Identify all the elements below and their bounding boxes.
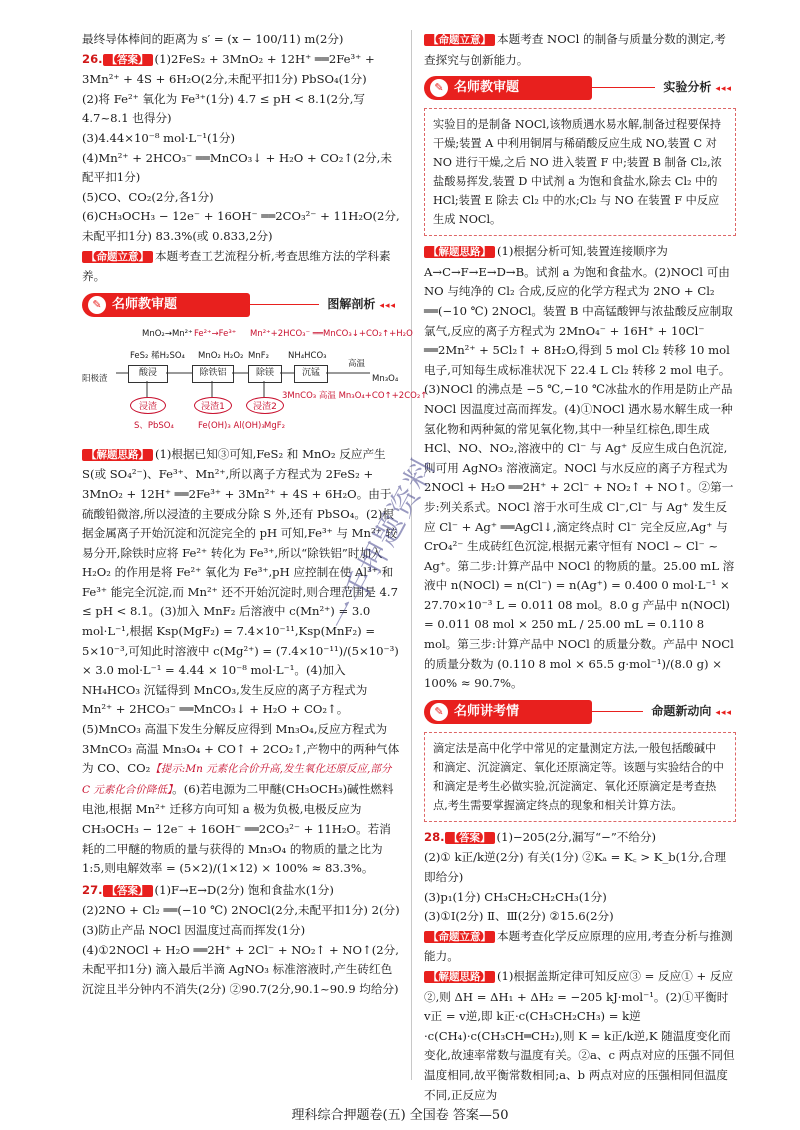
q28-answer-2: (2)① k正/k逆(2分) 有关(1分) ②Kₐ = K꜀ > K_b(1分,合理即给分) xyxy=(424,850,727,885)
q26-answer-2: (2)将 Fe²⁺ 氧化为 Fe³⁺(1分) 4.7 ≤ pH < 8.1(2分,写 4.7~8.1 也得分) xyxy=(82,91,365,126)
watermark: 一手押题资料 xyxy=(322,450,444,637)
teacher-icon: ✎ xyxy=(430,703,448,721)
banner-title: ✎ 名师讲考情 xyxy=(424,700,592,724)
diagram-residue: 浸渣1 xyxy=(194,397,232,414)
diagram-reagent: MnO₂ H₂O₂ xyxy=(198,350,244,361)
diagram-residue-content: Fe(OH)₃ Al(OH)₃ xyxy=(198,420,265,431)
q27-number: 27. xyxy=(82,882,103,897)
diagram-note: MnO₂→Mn²⁺ xyxy=(142,328,193,339)
arrows-icon: ◂◂◂ xyxy=(715,707,732,718)
q28-answer-3: (3)p₁(1分) CH₃CH₂CH₂CH₃(1分) xyxy=(424,889,607,904)
diagram-reagent: FeS₂ 稀H₂SO₄ xyxy=(130,350,185,361)
diagram-step: 沉锰 xyxy=(294,365,328,383)
diagram-step: 酸浸 xyxy=(128,365,168,383)
page-footer: 理科综合押题卷(五) 全国卷 答案—50 xyxy=(291,1108,509,1123)
thinking-tag: 【解题思路】 xyxy=(82,449,153,461)
hint-note: 【提示:Mn 元素化合价升高,发生氧化还原反应,部分 C 元素化合价降低】 xyxy=(82,763,392,796)
q26-answer-4: (4)Mn²⁺ + 2HCO₃⁻ ══MnCO₃↓ + H₂O + CO₂↑(2分,未配平扣1分) xyxy=(82,150,392,185)
column-divider xyxy=(411,30,412,1080)
diagram-step: 除铁铝 xyxy=(192,365,234,383)
diagram-reagent: MnF₂ xyxy=(248,350,270,361)
answer-tag: 【答案】 xyxy=(445,832,495,844)
diagram-reagent: 高温 xyxy=(348,358,366,369)
diagram-note: Mn²⁺+2HCO₃⁻ ══MnCO₃↓+CO₂↑+H₂O xyxy=(250,328,413,339)
q26-number: 26. xyxy=(82,51,103,66)
diagram-product: Mn₃O₄ xyxy=(372,373,399,384)
diagram-residue: 浸渣 xyxy=(130,397,166,414)
diagram-note: Fe²⁺→Fe³⁺ xyxy=(194,328,237,339)
teacher-icon: ✎ xyxy=(88,296,106,314)
diagram-input: 阳极渣 xyxy=(82,373,108,384)
banner-subtitle: 实验分析 ◂◂◂ xyxy=(655,78,736,100)
q28-thinking: 【解题思路】 (1)根据盖斯定律可知反应③ = 反应① + 反应②,则 ΔH = ΔH₁ + ΔH₂ = −205 kJ·mol⁻¹。(2)①平衡时 v正 = v逆,即 k正·c(CH₃CH₂CH₃) = k逆·c(CH₄)·c(CH₃CH═CH₂),则 K = k正/k逆,K 随温度变化而变化,故速率常数与温度有关。②a、c 两点对应的压强不同但温度相同,故平衡常数相同;a、b 两点对应的压强相同但温度不同,正反应为 xyxy=(424,969,735,1102)
q26-answer-6: (6)CH₃OCH₃ − 12e⁻ + 16OH⁻ ══2CO₃²⁻ + 11H₂O(2分,未配平扣1分) 83.3%(或 0.833,2分) xyxy=(82,209,400,243)
experiment-analysis-box: 实验目的是制备 NOCl,该物质遇水易水解,制备过程要保持干燥;装置 A 中利用铜屑与稀硝酸反应生成 NO,装置 C 对 NO 进行干燥,之后 NO 进入装置 F 中;装置 B 制备 Cl₂,浓盐酸易挥发,装置 D 中试剂 a 为饱和食盐水,除去 Cl₂ 中的 HCl;装置 E 除去 Cl₂ 中的水;Cl₂ 与 NO 在装置 F 中反应生成 NOCl。 xyxy=(424,108,736,236)
intent-tag: 【命题立意】 xyxy=(82,251,153,263)
thinking-tag: 【解题思路】 xyxy=(424,246,495,258)
banner-exam-trends xyxy=(424,700,736,726)
q27-answer-3: (3)防止产品 NOCl 因温度过高而挥发(1分) xyxy=(82,922,306,937)
q26-answer-1: 26. 【答案】 (1)2FeS₂ + 3MnO₂ + 12H⁺ ══2Fe³⁺ + 3Mn²⁺ + 4S + 6H₂O(2分,未配平扣1分) PbSO₄(1分) xyxy=(82,51,375,87)
q28-answer-4: (3)①Ⅰ(2分) Ⅱ、Ⅲ(2分) ②15.6(2分) xyxy=(424,909,614,924)
q27-answer-4: (4)①2NOCl + H₂O ══2H⁺ + 2Cl⁻ + NO₂↑ + NO↑(2分,未配平扣1分) 滴入最后半滴 AgNO₃ 标准溶液时,产生砖红色沉淀且半分钟内不消失(2分) ②90.7(2分,90.1~90.9 均给分) xyxy=(82,942,399,996)
exam-trends-box: 滴定法是高中化学中常见的定量测定方法,一般包括酸碱中和滴定、沉淀滴定、氧化还原滴定等。该题与实验结合的中和滴定是考生必做实验,沉淀滴定、氧化还原滴定是考查热点,考生需要掌握滴定终点的现象和相关计算方法。 xyxy=(424,732,736,822)
banner-title: ✎ 名师教审题 xyxy=(82,293,250,317)
intent-tag: 【命题立意】 xyxy=(424,34,495,46)
diagram-residue-content: MgF₂ xyxy=(264,420,286,431)
q26-thinking: 【解题思路】 (1)根据已知③可知,FeS₂ 和 MnO₂ 反应产生 S(或 SO₄²⁻)、Fe³⁺、Mn²⁺,所以离子方程式为 2FeS₂ + 3MnO₂ + 12H⁺ ══2Fe³⁺ + 3Mn²⁺ + 4S + 6H₂O。由于硫酸铅微溶,所以浸渣的主要成分除 S 外,还有 PbSO₄。(2)根据金属离子开始沉淀和沉淀完全的 pH 可知,Fe³⁺ 与 Mn²⁺ 较易分开,除铁时应将 Fe²⁺ 转化为 Fe³⁺,所以“除铁铝”时加入 H₂O₂ 的作用是将 Fe²⁺ 氧化为 Fe³⁺,pH 应控制在使 Al³⁺ 和 Fe³⁺ 能完全沉淀,而 Mn²⁺ 还不开始沉淀时,则合理范围是 4.7 ≤ pH < 8.1。(3)加入 MnF₂ 后溶液中 c(Mn²⁺) = 3.0 mol·L⁻¹,根据 Ksp(MgF₂) = 7.4×10⁻¹¹,Ksp(MnF₂) = 5×10⁻³,可知此时溶液中 c(Mg²⁺) = (7.4×10⁻¹¹)/(5×10⁻³) × 3.0 mol·L⁻¹ = 4.44 × 10⁻⁸ mol·L⁻¹。(4)加入 NH₄HCO₃ 沉锰得到 MnCO₃,发生反应的离子方程式为 Mn²⁺ + 2HCO₃⁻ ══MnCO₃↓ + H₂O + CO₂↑。(5)MnCO₃ 高温下发生分解反应得到 Mn₃O₄,反应方程式为 3MnCO₃ 高温 Mn₃O₄ + CO↑ + 2CO₂↑,产物中的两种气体为 CO、CO₂【提示:Mn 元素化合价升高,发生氧化还原反应,部分 C 元素化合价降低】。(6)若电源为二甲醚(CH₃OCH₃)碱性燃料电池,根据 Mn²⁺ 迁移方向可知 a 极为负极,电极反应为 CH₃OCH₃ − 12e⁻ + 16OH⁻ ══2CO₃²⁻ + 11H₂O。若消耗的二甲醚的物质的量与获得的 Mn₃O₄ 的物质的量之比为 1:5,则电解效率 = (5×2)/(1×12) × 100% ≈ 83.3%。 xyxy=(82,446,400,876)
answer-tag: 【答案】 xyxy=(103,54,153,66)
q26-answer-3: (3)4.44×10⁻⁸ mol·L⁻¹(1分) xyxy=(82,130,236,145)
arrows-icon: ◂◂◂ xyxy=(379,300,396,311)
arrows-icon: ◂◂◂ xyxy=(715,84,732,95)
q27-thinking: 【解题思路】 (1)根据分析可知,装置连接顺序为 A→C→F→E→D→B。试剂 a 为饱和食盐水。(2)NOCl 可由 NO 与纯净的 Cl₂ 合成,反应的化学方程式为 2NO + Cl₂ ══(−10 ℃) 2NOCl。装置 B 中高锰酸钾与浓盐酸反应制取氯气,反应的离子方程式为 2MnO₄⁻ + 16H⁺ + 10Cl⁻ ══2Mn²⁺ + 5Cl₂↑ + 8H₂O,得到 5 mol Cl₂ 转移 10 mol 电子,可知每生成标准状况下 22.4 L Cl₂ 转移 2 mol 电子。(3)NOCl 的沸点是 −5 ℃,−10 ℃冰盐水的作用是防止产品 NOCl 因温度过高而挥发。(4)①NOCl 遇水易水解生成一种氢化物和两种氮的常见氧化物,其中一种呈红棕色,即生成 HCl、NO、NO₂,溶液中的 Cl⁻ 与 Ag⁺ 反应生成白色沉淀,则可用 AgNO₃ 溶液滴定。NOCl 与水反应的离子方程式为 2NOCl + H₂O ══2H⁺ + 2Cl⁻ + NO₂↑ + NO↑。②第一步:列关系式。NOCl 溶于水可生成 Cl⁻,Cl⁻ 与 Ag⁺ 发生反应 Cl⁻ + Ag⁺ ══AgCl↓,滴定终点时 Cl⁻ 完全反应,Ag⁺ 与 CrO₄²⁻ 生成砖红色沉淀,根据元素守恒有 NOCl ~ Cl⁻ ~ Ag⁺。第二步:计算产品中 NOCl 的物质的量。25.00 mL 溶液中 n(NOCl) = n(Cl⁻) = n(Ag⁺) = 0.400 0 mol·L⁻¹ × 27.70×10⁻³ L = 0.011 08 mol。8.0 g 产品中 n(NOCl) = 0.011 08 mol × 250 mL / 25.00 mL = 0.110 8 mol。第三步:计算产品中 NOCl 的质量分数。产品中 NOCl 的质量分数为 (0.110 8 mol × 65.5 g·mol⁻¹)/(8.0 g) × 100% ≈ 90.7%。 xyxy=(424,244,735,691)
answer-tag: 【答案】 xyxy=(103,885,153,897)
banner-teacher-review-2 xyxy=(424,76,736,102)
diagram-note: 3MnCO₃ 高温 Mn₃O₄+CO↑+2CO₂↑ xyxy=(282,390,428,401)
banner-subtitle: 命题新动向 ◂◂◂ xyxy=(643,702,736,724)
teacher-icon: ✎ xyxy=(430,79,448,97)
q26-answer-5: (5)CO、CO₂(2分,各1分) xyxy=(82,189,214,204)
q26-intent: 【命题立意】 本题考查工艺流程分析,考查思维方法的学科素养。 xyxy=(82,248,391,284)
q28-number: 28. xyxy=(424,829,445,844)
diagram-step: 除镁 xyxy=(248,365,282,383)
intent-tag: 【命题立意】 xyxy=(424,931,495,943)
q27-answer-1: 27. 【答案】 (1)F→E→D(2分) 饱和食盐水(1分) xyxy=(82,882,334,897)
banner-title: ✎ 名师教审题 xyxy=(424,76,592,100)
q28-intent: 【命题立意】 本题考查化学反应原理的应用,考查分析与推测能力。 xyxy=(424,928,733,964)
left-column xyxy=(82,30,428,999)
q28-answer-1: 28. 【答案】 (1)−205(2分,漏写“−”不给分) xyxy=(424,829,657,844)
q27-answer-2: (2)2NO + Cl₂ ══(−10 ℃) 2NOCl(2分,未配平扣1分) 2(分) xyxy=(82,903,400,918)
diagram-residue: 浸渣2 xyxy=(246,397,284,414)
thinking-tag: 【解题思路】 xyxy=(424,971,495,983)
diagram-reagent: NH₄HCO₃ xyxy=(288,350,327,361)
process-flow-diagram xyxy=(82,325,428,437)
intro-line: 最终导体棒间的距离为 s′ = (x − 100/11) m(2分) xyxy=(82,32,344,46)
right-column xyxy=(424,30,736,1105)
banner-teacher-review-1 xyxy=(82,293,400,319)
q27-intent: 【命题立意】 本题考查 NOCl 的制备与质量分数的测定,考查探究与创新能力。 xyxy=(424,32,726,67)
diagram-residue-content: S、PbSO₄ xyxy=(134,420,174,431)
banner-subtitle: 图解剖析 ◂◂◂ xyxy=(319,295,400,317)
